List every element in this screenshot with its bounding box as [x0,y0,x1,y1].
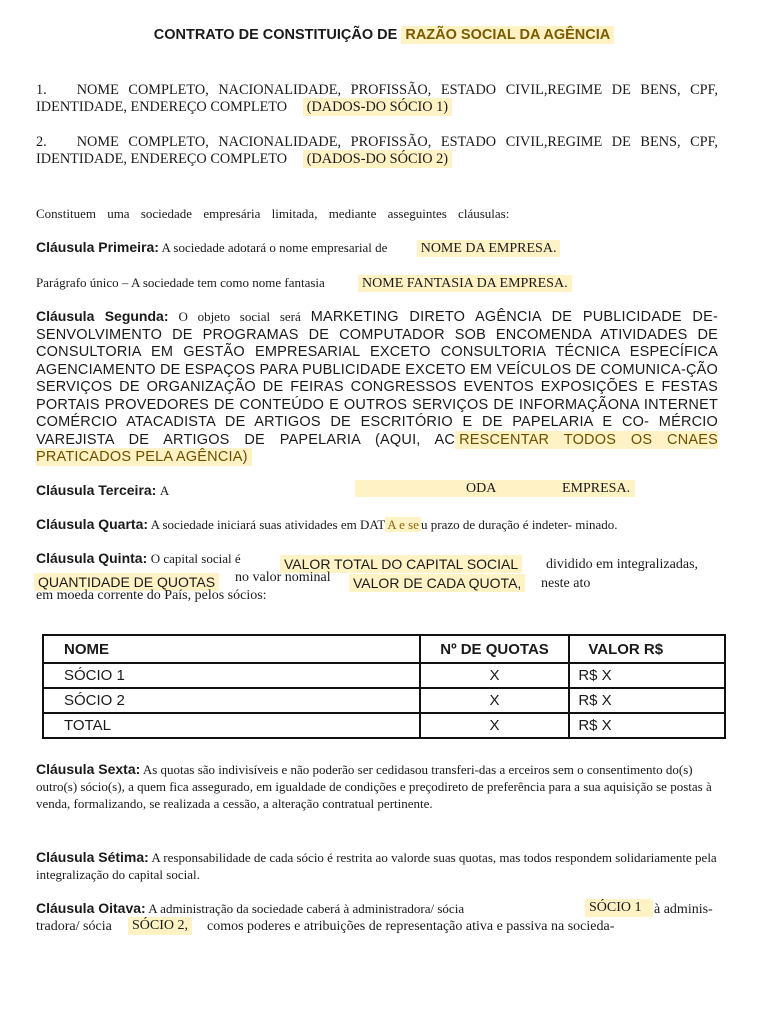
clause-5-highlight-c: VALOR DE CADA QUOTA, [349,574,525,592]
clause-5-text-d: neste ato [541,576,591,591]
clause-3-label: Cláusula Terceira: [36,482,157,498]
clause-4 [36,516,718,533]
table-header-name: NOME [43,635,420,663]
clause-8-label: Cláusula Oitava: [36,900,146,916]
table-cell-name: SÓCIO 2 [43,688,420,713]
partner-2-highlight: (DADOS-DO SÓCIO 2) [303,150,452,168]
table-row [43,713,725,738]
clause-5-text-a: O capital social é [150,551,241,566]
partner-1-paragraph [36,82,718,116]
clause-8-text-b: à adminis- [654,902,713,917]
clause-5-text-e: em moeda corrente do País, pelos sócios: [36,588,267,603]
intro-paragraph: Constituem uma sociedade empresária limitada, mediante asseguintes cláusulas: [36,206,510,221]
clause-4-label: Cláusula Quarta: [36,516,149,532]
table-row [43,663,725,688]
clause-6-text: As quotas são indivisíveis e não poderão ser cedidasou transferi-das a erceiros sem o consentimento do(s) outro(s) sócio(s), a quem fica assegurado, em igualdade de condições e preçodireto de preferência para a sua aquisição se postas à venda, formalizando, se realizada a cessão, a alteração contratual pertinente. [36,762,712,811]
clause-8-text-d: comos poderes e atribuições de representação ativa e passiva na socieda- [207,919,615,934]
clause-8-text-c: tradora/ sócia [36,919,112,934]
table-header-quotas: Nº DE QUOTAS [420,635,570,663]
partner-2-number: 2. [36,134,47,150]
quotas-table [42,634,726,739]
clause-2 [36,308,718,467]
clause-4-text-b: u prazo de duração é indeter- minado. [421,517,618,532]
table-cell-name: TOTAL [43,713,420,738]
clause-4-highlight: A e se [387,517,420,532]
table-header-value: VALOR R$ [569,635,725,663]
table-cell-value: R$ X [569,688,725,713]
clause-2-highlight: RESCENTAR TODOS OS CNAES PRATICADOS PELA AGÊNCIA) [36,431,718,465]
clause-3-highlight-bar [355,480,635,497]
single-paragraph-text: Parágrafo único – A sociedade tem como nome fantasia [36,275,325,290]
clause-5-text-b: dividido em integralizadas, [546,557,699,572]
table-cell-value: R$ X [569,663,725,688]
clause-5-highlight-a: VALOR TOTAL DO CAPITAL SOCIAL [280,555,522,573]
clause-7-text: A responsabilidade de cada sócio é restrita ao valorde suas quotas, mas todos respondem solidariamente pela integralização do capital social. [36,850,717,882]
clause-5-label: Cláusula Quinta: [36,550,148,566]
clause-3-text: A [159,483,170,498]
clause-5-line-1 [36,550,241,568]
partner-2-text: NOME COMPLETO, NACIONALIDADE, PROFISSÃO, ESTADO CIVIL,REGIME DE BENS, CPF, IDENTIDADE, ENDEREÇO COMPLETO [36,134,718,167]
partner-1-number: 1. [36,82,47,98]
table-header-row [43,635,725,663]
clause-6-label: Cláusula Sexta: [36,761,141,777]
table-cell-name: SÓCIO 1 [43,663,420,688]
clause-2-label: Cláusula Segunda: [36,308,169,324]
clause-3-highlight-b: EMPRESA. [562,481,631,496]
clause-8-text-a: A administração da sociedade caberá à administradora/ sócia [148,901,465,916]
table-cell-value: R$ X [569,713,725,738]
table-cell-quotas: X [420,688,570,713]
clause-2-body: MARKETING DIRETO AGÊNCIA DE PUBLICIDADE DE-SENVOLVIMENTO DE PROGRAMAS DE COMPUTADOR SOB ENCOMENDA ATIVIDADES DE CONSULTORIA EM GESTÃO EMPRESARIAL EXCETO CONSULTORIA TÉCNICA ESPECÍFICA AGENCIAMENTO DE ESPAÇOS PARA PUBLICIDADE EXCETO EM VEÍCULOS DE COMUNICA-ÇÃO SERVIÇOS DE ORGANIZAÇÃO DE FEIRAS CONGRESSOS EVENTOS EXPOSIÇÕES E FESTAS PORTAIS PROVEDORES DE CONTEÚDO E OUTROS SERVIÇOS DE INFORMAÇÃONA INTERNET COMÉRCIO ATACADISTA DE ARTIGOS DE ESCRITÓRIO E DE PAPELARIA E CO- MÉRCIO VAREJISTA DE ARTIGOS DE PAPELARIA (AQUI, AC [36,309,719,448]
document-title [0,27,768,43]
clause-1 [36,239,718,257]
title-prefix: CONTRATO DE CONSTITUIÇÃO DE [153,27,398,43]
clause-1-text: A sociedade adotará o nome empresarial de [161,240,388,255]
table-row [43,688,725,713]
clause-8-highlight-b: SÓCIO 2, [128,917,192,935]
clause-3-highlight-a: ODA [466,481,497,496]
table-cell-quotas: X [420,663,570,688]
single-paragraph-highlight: NOME FANTASIA DA EMPRESA. [358,275,572,292]
clause-4-text-a: A sociedade iniciará suas atividades em DAT [150,517,386,532]
clause-2-lead: O objeto social será [178,309,301,324]
clause-8-highlight-a: SÓCIO 1 [585,899,653,917]
clause-7-label: Cláusula Sétima: [36,849,149,865]
title-highlight: RAZÃO SOCIAL DA AGÊNCIA [401,26,614,44]
clause-5-text-c: no valor nominal [235,570,331,585]
partner-1-highlight: (DADOS-DO SÓCIO 1) [303,98,452,116]
partner-1-text: NOME COMPLETO, NACIONALIDADE, PROFISSÃO, ESTADO CIVIL,REGIME DE BENS, CPF, IDENTIDADE, ENDEREÇO COMPLETO [36,82,718,115]
table-cell-quotas: X [420,713,570,738]
clause-7 [36,849,718,883]
clause-6 [36,761,718,812]
clause-5-highlight-b: QUANTIDADE DE QUOTAS [34,573,219,591]
partner-2-paragraph [36,134,718,168]
single-paragraph [36,274,718,292]
clause-1-label: Cláusula Primeira: [36,239,159,255]
clause-1-highlight: NOME DA EMPRESA. [417,240,561,257]
